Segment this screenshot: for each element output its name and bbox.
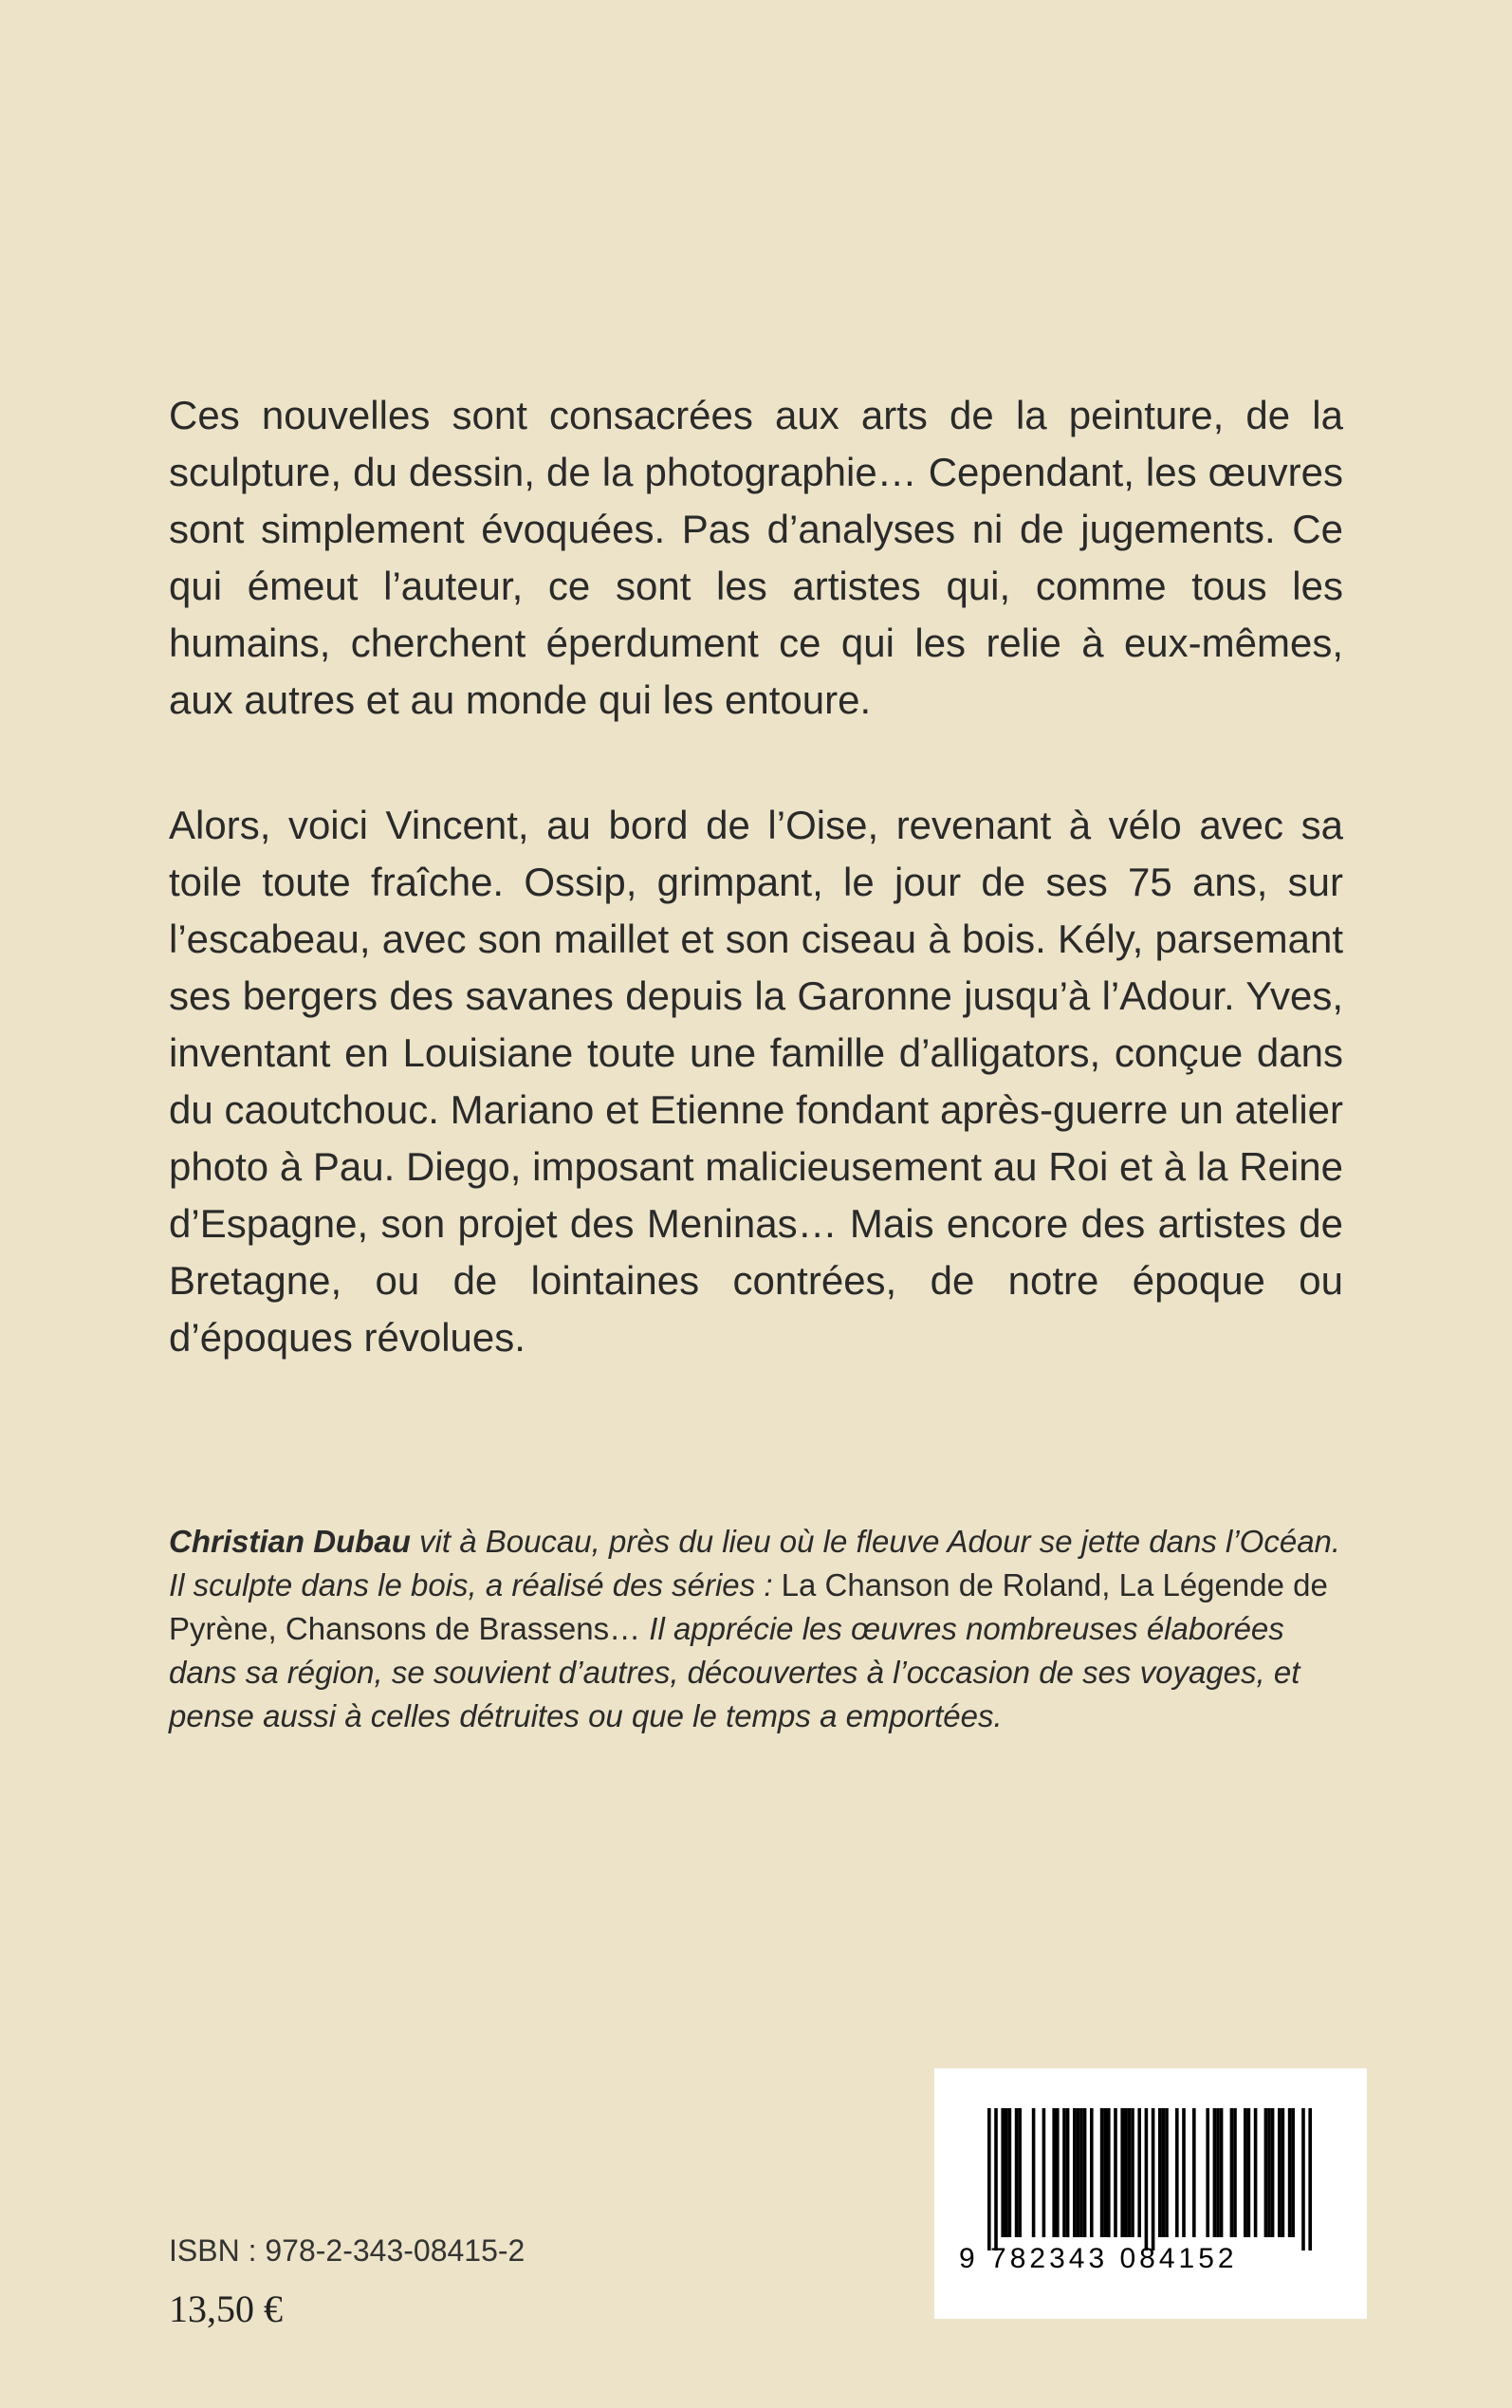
description-paragraph-2: Alors, voici Vincent, au bord de l’Oise, revenant à vélo avec sa toile toute fraîche. Ossip, grimpant, le jour de ses 75 ans, sur l’escabeau, avec son maillet et son ciseau à bois. Kély, parsemant ses bergers des savanes depuis la Garonne jusqu’à l’Adour. Yves, inventant en Louisiane toute une famille d’alligators, conçue dans du caoutchouc. Mariano et Etienne fondant après-guerre un atelier photo à Pau. Diego, imposant malicieusement au Roi et à la Reine d’Espagne, son projet des Meninas… Mais encore des artistes de Bretagne, ou de lointaines contrées, de notre époque ou d’époques révolues.	[169, 803, 1343, 1360]
barcode-bar	[1308, 2108, 1312, 2251]
barcode-bar	[1267, 2108, 1271, 2237]
barcode-bar	[1090, 2108, 1094, 2237]
barcode-bar	[1244, 2108, 1247, 2237]
barcode-bar	[1124, 2108, 1128, 2237]
barcode-bar	[1192, 2108, 1196, 2237]
barcode-digits: 9 782343 084152	[959, 2243, 1238, 2274]
barcode-bar	[1206, 2108, 1209, 2237]
barcode-bar	[1083, 2108, 1087, 2237]
barcode-bar	[1182, 2108, 1186, 2237]
barcode-bar	[1230, 2108, 1234, 2237]
barcode-bar	[1052, 2108, 1056, 2237]
barcode-bar	[1114, 2108, 1117, 2237]
author-bio	[169, 1520, 1343, 1738]
barcode-bar	[1288, 2108, 1292, 2237]
barcode-bar	[1254, 2108, 1258, 2237]
barcode-bar	[1073, 2108, 1077, 2237]
barcode-bar	[1165, 2108, 1169, 2237]
author-works: La Chanson de Roland, La Légende de Pyrène, Chansons de Brassens…	[169, 1567, 1328, 1646]
barcode-bar	[1278, 2108, 1282, 2237]
barcode-bar	[994, 2108, 998, 2251]
barcode-bar	[1282, 2108, 1285, 2237]
barcode-bar	[1128, 2108, 1132, 2237]
barcode-bar	[1062, 2108, 1066, 2237]
barcode-bar	[1008, 2108, 1012, 2237]
barcode-bar	[1032, 2108, 1036, 2237]
barcode-bar	[1175, 2108, 1179, 2237]
barcode-bar	[1271, 2108, 1275, 2237]
barcode-bar	[1056, 2108, 1060, 2237]
barcode-bar	[1015, 2108, 1019, 2237]
barcode-bar	[1001, 2108, 1005, 2237]
barcode-bar	[1005, 2108, 1008, 2237]
barcode-bar	[1158, 2108, 1162, 2237]
barcode-bar	[1107, 2108, 1111, 2237]
barcode-bar	[1120, 2108, 1124, 2237]
barcode-bar	[1213, 2108, 1217, 2237]
author-bio-text-1: vit à Boucau, près du lieu où le fleuve Adour se jette dans l’Océan. Il sculpte dans le bois, a réalisé des séries :	[169, 1524, 1341, 1602]
barcode-bar	[1291, 2108, 1295, 2237]
barcode-bar	[1264, 2108, 1268, 2237]
barcode-bar	[1301, 2108, 1305, 2251]
barcode-bar	[1066, 2108, 1070, 2237]
author-name: Christian Dubau	[169, 1524, 411, 1559]
barcode-bars	[959, 2108, 1338, 2251]
barcode-bar	[1247, 2108, 1251, 2237]
author-bio-text-2: Il apprécie les œuvres nombreuses élaborées dans sa région, se souvient d’autres, découvertes à l’occasion de ses voyages, et pense aussi à celles détruites ou que le temps a emportées.	[169, 1611, 1300, 1733]
barcode-bar	[1216, 2108, 1220, 2237]
barcode-bar	[1145, 2108, 1149, 2251]
barcode-bar	[1233, 2108, 1237, 2237]
barcode-bar	[1100, 2108, 1104, 2237]
barcode-bar	[1042, 2108, 1046, 2237]
barcode	[934, 2068, 1367, 2319]
barcode-bar	[1220, 2108, 1224, 2237]
barcode-bar	[1077, 2108, 1080, 2237]
barcode-bar	[987, 2108, 991, 2251]
isbn-label: ISBN : 978-2-343-08415-2	[169, 2233, 526, 2268]
barcode-bar	[1162, 2108, 1166, 2237]
barcode-bar	[1137, 2108, 1141, 2237]
barcode-bar	[1131, 2108, 1134, 2237]
price-label: 13,50 €	[169, 2288, 283, 2330]
barcode-bar	[1079, 2108, 1083, 2237]
description-paragraph-1: Ces nouvelles sont consacrées aux arts de la peinture, de la sculpture, du dessin, de la photographie… Cependant, les œuvres sont simplement évoquées. Pas d’analyses ni de jugements. Ce qui émeut l’auteur, ce sont les artistes qui, comme tous les humains, cherchent éperdument ce qui les relie à eux-mêmes, aux autres et au monde qui les entoure.	[169, 393, 1343, 722]
barcode-bar	[1103, 2108, 1107, 2237]
barcode-bar	[1152, 2108, 1155, 2251]
barcode-bar	[1018, 2108, 1022, 2237]
